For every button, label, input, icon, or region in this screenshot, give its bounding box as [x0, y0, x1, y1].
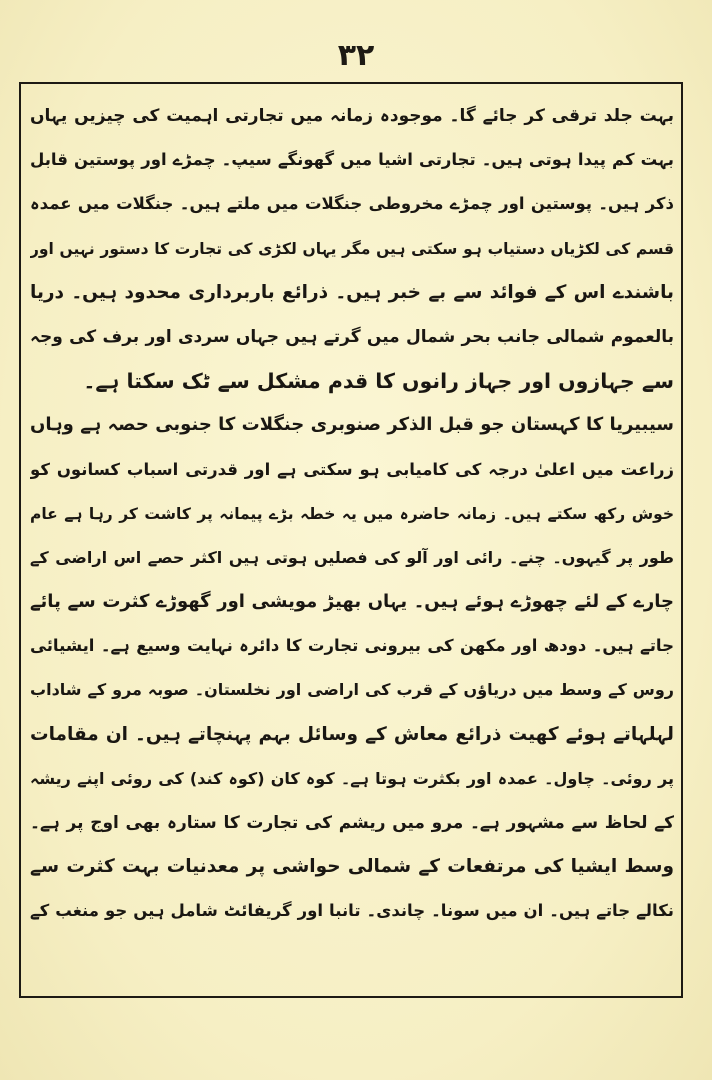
text-line: باشندے اس کے فوائد سے بے خبر ہیں۔ ذرائع باربرداری محدود ہیں۔ دریا [30, 281, 674, 303]
text-line: سے جہازوں اور جہاز رانوں کا قدم مشکل سے ٹک سکتا ہے۔ [83, 369, 674, 394]
text-line: نکالے جاتے ہیں۔ ان میں سونا۔ چاندی۔ تانبا اور گریفائٹ شامل ہیں جو منغب کے [30, 901, 674, 921]
text-line: قسم کی لکڑیاں دستیاب ہو سکتی ہیں مگر یہاں لکڑی کی تجارت کا دستور نہیں اور [30, 239, 674, 258]
text-line: سیبیریا کا کہستان جو قبل الذکر صنوبری جنگلات کا جنوبی حصہ ہے وہاں [30, 414, 674, 436]
text-line: بہت کم پیدا ہوتی ہیں۔ تجارتی اشیا میں گھونگے سیپ۔ چمڑے اور پوستین قابل [30, 150, 674, 170]
text-line: لہلہاتے ہوئے کھیت ذرائع معاش کے وسائل بہم پہنچاتے ہیں۔ ان مقامات [30, 723, 674, 745]
text-line: وسط ایشیا کی مرتفعات کے شمالی حواشی پر معدنیات بہت کثرت سے [30, 856, 674, 878]
text-line: خوش رکھ سکتے ہیں۔ زمانہ حاضرہ میں یہ خطہ بڑے پیمانہ پر کاشت کر رہا ہے عام [30, 504, 674, 523]
text-line: بہت جلد ترقی کر جائے گا۔ موجودہ زمانہ میں تجارتی اہمیت کی چیزیں یہاں [30, 106, 674, 126]
text-line: جاتے ہیں۔ دودھ اور مکھن کی بیرونی تجارت کا دائرہ نہایت وسیع ہے۔ ایشیائی [30, 636, 674, 656]
text-line: ذکر ہیں۔ پوستین اور چمڑے مخروطی جنگلات میں ملتے ہیں۔ جنگلات میں عمدہ [30, 194, 674, 214]
body-text [30, 94, 674, 934]
text-line: کے لحاظ سے مشہور ہے۔ مرو میں ریشم کی تجارت کا ستارہ بھی اوج پر ہے۔ [30, 813, 674, 833]
text-line: روس کے وسط میں دریاؤں کے قرب کی اراضی اور نخلستان۔ صوبہ مرو کے شاداب [30, 680, 674, 700]
text-line: چارے کے لئے چھوڑے ہوئے ہیں۔ یہاں بھیڑ مویشی اور گھوڑے کثرت سے پائے [30, 591, 674, 613]
text-line: بالعموم شمالی جانب بحر شمال میں گرتے ہیں جہاں سردی اور برف کی وجہ [30, 326, 674, 347]
text-line: پر روئی۔ چاول۔ عمدہ اور بکثرت ہوتا ہے۔ کوہ کان (کوہ کند) کی روئی اپنے ریشہ [30, 768, 674, 788]
page-number: ۳۲ [337, 38, 375, 73]
text-line: طور پر گیہوں۔ چنے۔ رائی اور آلو کی فصلیں ہوتی ہیں اکثر حصے اس اراضی کے [30, 547, 674, 567]
text-line: زراعت میں اعلیٰ درجہ کی کامیابی ہو سکتی ہے اور قدرتی اسباب کسانوں کو [30, 459, 674, 479]
